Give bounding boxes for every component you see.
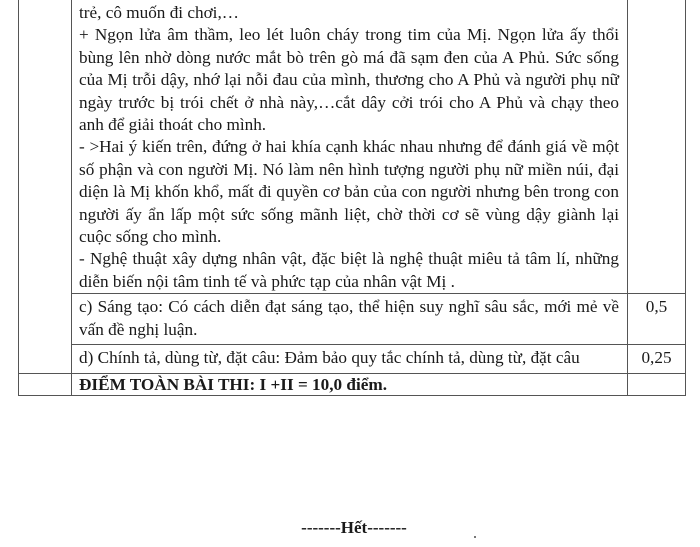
criterion-cell [72,345,628,373]
table-row [19,373,686,395]
criterion-text: c) Sáng tạo: Có cách diễn đạt sáng tạo, thể hiện suy nghĩ sâu sắc, mới mẻ về vấn đề nghị luận. [79,297,619,339]
question-cell [19,0,72,373]
criterion-text: d) Chính tả, dùng từ, đặt câu: Đảm bảo quy tắc chính tả, dùng từ, đặt câu [79,348,580,368]
grading-table [18,0,686,396]
score-cell: 0,25 [628,345,686,373]
score-cell [628,373,686,395]
table-row [19,0,686,294]
answer-paragraph: + Ngọn lửa âm thầm, leo lét luôn cháy trong tim của Mị. Ngọn lửa ấy thổi bùng lên nhờ dòng nước mắt bò trên gò má đã sạm đen của A Phủ. Sức sống của Mị trỗi dậy, nhớ lại nỗi đau của mình, thương cho A Phủ và người phụ nữ ngày trước bị trói chết ở nhà này,…cắt dây cởi trói cho A Phủ và chạy theo anh để giải thoát cho mình. [79,25,619,135]
table-row [19,294,686,345]
table-row [19,345,686,373]
score-cell: 0,5 [628,294,686,345]
end-marker [0,518,700,538]
answer-paragraph: - Nghệ thuật xây dựng nhân vật, đặc biệt là nghệ thuật miêu tả tâm lí, những diễn biến nội tâm tinh tế và phức tạp của nhân vật Mị . [79,249,619,291]
score-cell [628,0,686,294]
answer-content-cell [72,0,628,294]
empty-cell [19,373,72,395]
answer-paragraph: trẻ, cô muốn đi chơi,… [79,3,239,22]
total-score-cell: ĐIỂM TOÀN BÀI THI: I +II = 10,0 điểm. [72,373,628,395]
end-text: -------Hết------- [301,518,407,537]
answer-paragraph: - >Hai ý kiến trên, đứng ở hai khía cạnh khác nhau nhưng để đánh giá về một số phận và con người Mị. Nó làm nên hình tượng người phụ nữ miền núi, đại diện là Mị khốn khổ, mất đi quyền cơ bản của con người nhưng bên trong con người ấy ẩn lấp một sức sống mãnh liệt, chờ thời cơ sẽ vùng dậy giành lại cuộc sống cho mình. [79,137,619,247]
scan-speck [474,536,476,538]
criterion-cell [72,294,628,345]
